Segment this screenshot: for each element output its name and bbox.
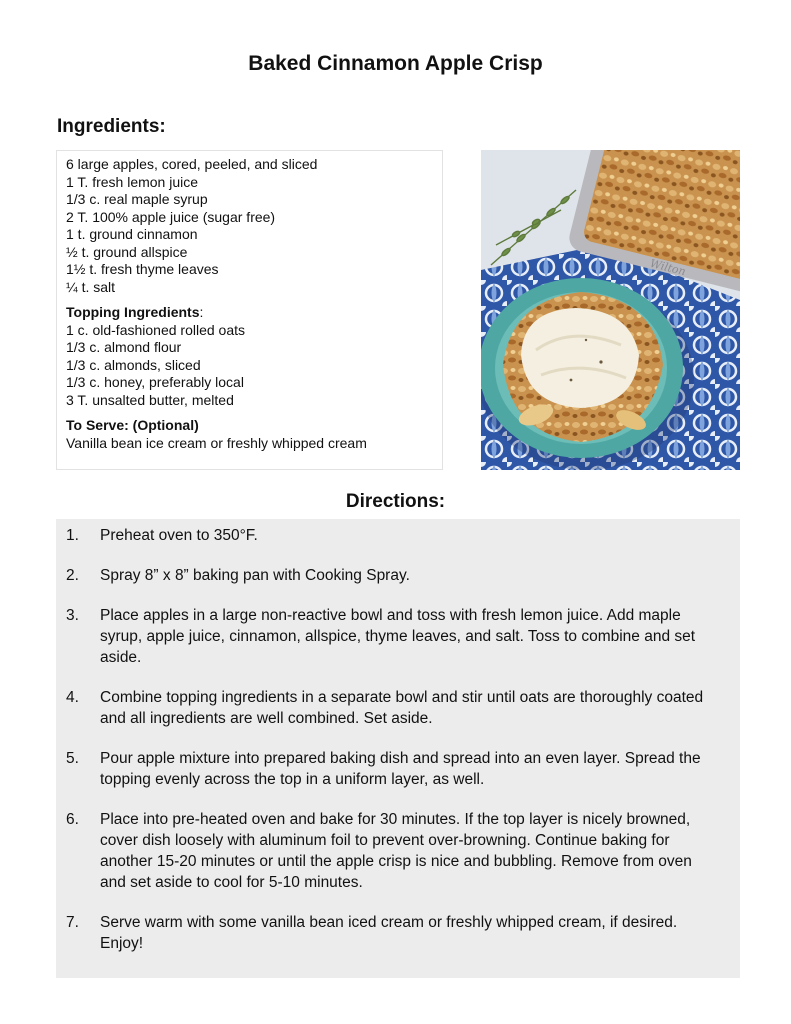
topping-ingredient-list [66, 322, 433, 410]
step-number: 7. [66, 914, 79, 931]
step-text: Spray 8” x 8” baking pan with Cooking Spray. [100, 567, 410, 584]
ingredient-line: ½ t. ground allspice [66, 243, 188, 260]
direction-step [66, 748, 716, 790]
vanilla-fleck [585, 339, 587, 341]
direction-step [66, 525, 716, 546]
ingredient-line: 1 T. fresh lemon juice [66, 173, 199, 190]
ingredient-line: 1 c. old-fashioned rolled oats [66, 321, 245, 338]
ingredient-line: 1 t. ground cinnamon [66, 226, 198, 242]
ingredient-line: 2 T. 100% apple juice (sugar free) [66, 208, 276, 225]
ingredient-line: 1/3 c. real maple syrup [66, 191, 208, 207]
serve-line: Vanilla bean ice cream or freshly whipped cream [66, 434, 367, 451]
step-number: 5. [66, 750, 79, 767]
vanilla-fleck [599, 360, 602, 363]
direction-step [66, 565, 716, 586]
topping-heading-label: Topping Ingredients [66, 304, 200, 320]
direction-step [66, 912, 716, 954]
ingredient-line: 1½ t. fresh thyme leaves [66, 261, 219, 277]
directions-box [56, 519, 740, 978]
directions-heading: Directions: [345, 491, 446, 512]
step-number: 2. [66, 567, 79, 584]
main-ingredient-list [66, 156, 433, 296]
step-number: 3. [66, 607, 79, 624]
recipe-photo [481, 150, 740, 470]
vanilla-fleck [570, 379, 573, 382]
ingredient-line: 1/3 c. almond flour [66, 339, 182, 355]
step-text: Place into pre-heated oven and bake for 30 minutes. If the top layer is nicely browned, cover dish loosely with aluminum foil to prevent over-browning. Continue baking for another 15-20 minutes or until the apple crisp is nice and bubbling. Remove from oven and set aside to cool for 5-10 minutes. [100, 811, 692, 891]
step-number: 6. [66, 811, 79, 828]
direction-step [66, 809, 716, 893]
ingredient-line: 1/3 c. honey, preferably local [66, 374, 244, 390]
step-number: 1. [66, 527, 79, 544]
recipe-title: Baked Cinnamon Apple Crisp [248, 52, 543, 75]
apple-crisp-illustration [481, 150, 740, 470]
serve-heading: To Serve: (Optional) [66, 417, 199, 433]
direction-step [66, 605, 716, 668]
ingredient-line: 3 T. unsalted butter, melted [66, 391, 234, 408]
direction-step [66, 687, 716, 729]
step-text: Pour apple mixture into prepared baking dish and spread into an even layer. Spread the topping evenly across the top in a uniform layer, as well. [100, 750, 701, 788]
step-text: Combine topping ingredients in a separate bowl and stir until oats are thoroughly coated and all ingredients are well combined. Set aside. [100, 689, 704, 727]
step-text: Preheat oven to 350°F. [100, 527, 258, 544]
serve-list [66, 435, 433, 453]
topping-heading [66, 304, 433, 322]
ingredient-line: 6 large apples, cored, peeled, and sliced [66, 156, 318, 172]
topping-heading-colon: : [199, 304, 204, 320]
ingredients-box [56, 150, 443, 470]
step-text: Place apples in a large non-reactive bowl and toss with fresh lemon juice. Add maple syrup, apple juice, cinnamon, allspice, thyme leaves, and salt. Toss to combine and set aside. [100, 607, 696, 666]
step-number: 4. [66, 689, 79, 706]
ingredients-heading: Ingredients: [57, 116, 166, 137]
ingredient-line: 1/3 c. almonds, sliced [66, 356, 201, 373]
ingredient-line: ¼ t. salt [66, 278, 116, 295]
ice-cream-scoop [521, 308, 639, 408]
pan-brand-text: Wilton [648, 256, 688, 279]
step-text: Serve warm with some vanilla bean iced cream or freshly whipped cream, if desired. Enjoy! [100, 914, 678, 952]
